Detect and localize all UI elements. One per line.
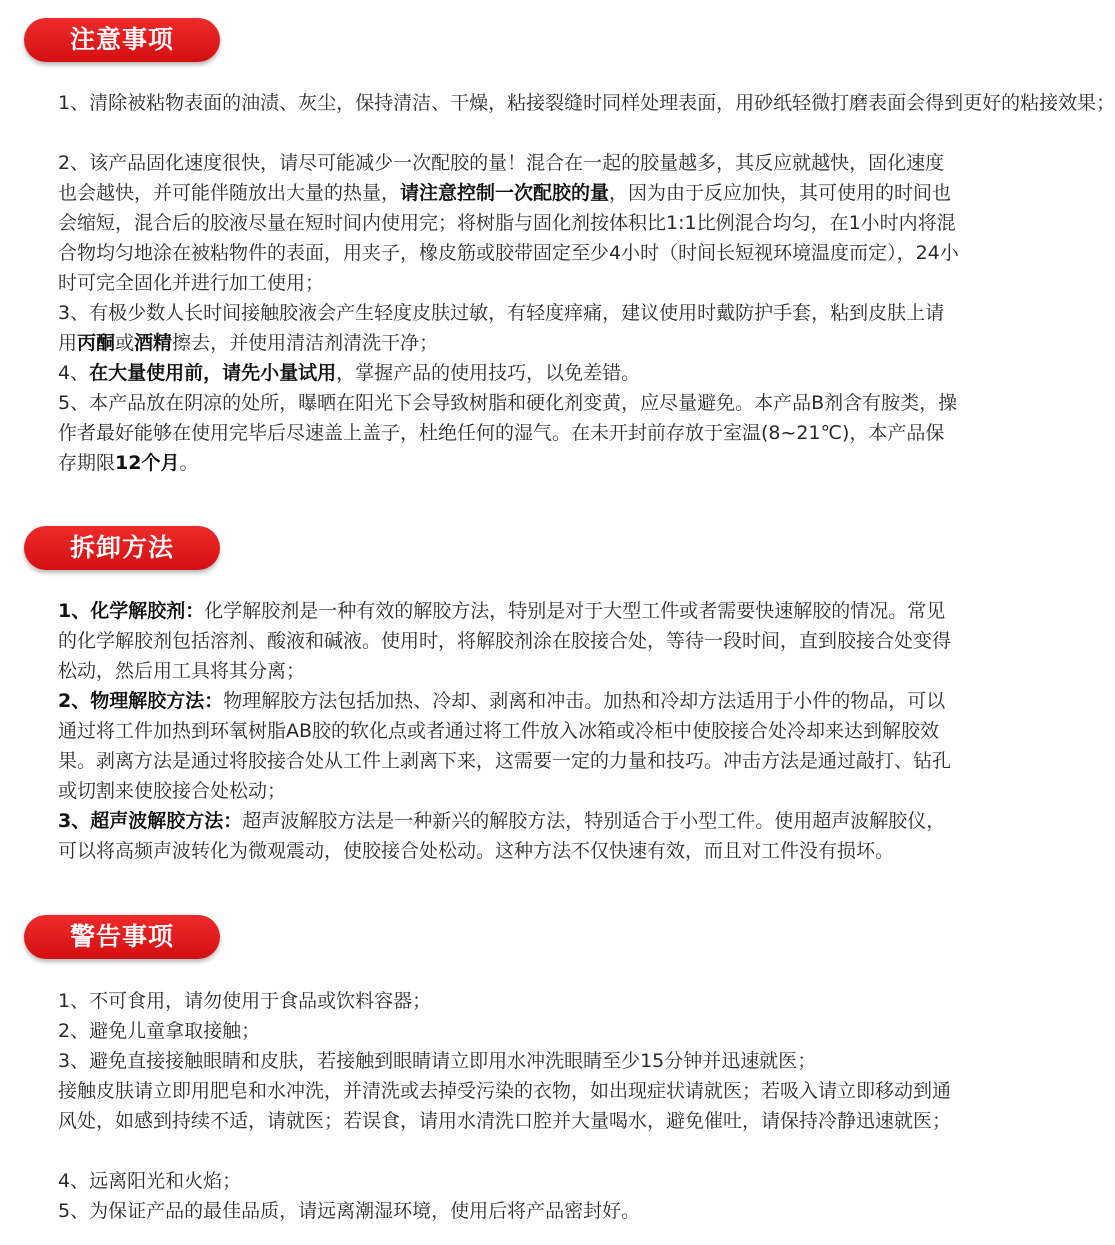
text-run: ，因为由于反应加快，其可使用的时间也会缩短，混合后的胶液尽量在短时间内使用完；将树脂与固化剂按体积比1:1比例混合均匀，在1小时内将混合物均匀地涂在被粘物件的表面，用夹子，橡皮筋或胶带固定至少4小时（时间长短视环境温度而定），24小时可完全固化并进行加工使用； [58,182,959,294]
text-run: 物理解胶方法包括加热、冷却、剥离和冲击。加热和冷却方法适用于小件的物品，可以通过将工件加热到环氧树脂AB胶的软化点或者通过将工件放入冰箱或冷柜中使胶接合处冷却来达到解胶效果。剥离方法是通过将胶接合处从工件上剥离下来，这需要一定的力量和技巧。冲击方法是通过敲打、钻孔或切割来使胶接合处松动； [58,690,952,802]
warning-item-4 [58,1166,962,1196]
text-run: 超声波解胶方法是一种新兴的解胶方法，特别适合于小型工件。使用超声波解胶仪，可以将高频声波转化为微观震动，使胶接合处松动。这种方法不仅快速有效，而且对工件没有损坏。 [58,810,946,862]
section-title-warning: 警告事项 [24,915,220,959]
notice-item-3 [58,298,962,358]
text-run-bold: 酒精 [134,332,173,354]
text-line [58,88,1115,118]
text-run: 2、该产品固化速度很快，请尽可能减少一次配胶的量！混合在一起的胶量越多，其反应就越快，固化速度也会越快，并可能伴随放出大量的热量， [58,152,945,204]
text-run-bold: 在大量使用前，请先小量试用 [89,362,337,384]
text-run-bold: 12个月 [115,452,180,474]
text-run: 擦去，并使用清洁剂清洗干净； [172,332,439,354]
removal-item-2 [58,686,962,806]
removal-item-1 [58,596,962,686]
text-run: 1、清除被粘物表面的油渍、灰尘，保持清洁、干燥，粘接裂缝时同样处理表面，用砂纸轻微打磨表面会得到更好的粘接效果； [58,92,1115,114]
text-run-bold: 2、物理解胶方法： [58,690,224,712]
removal-item-3 [58,806,962,866]
text-run: 3、有极少数人长时间接触胶液会产生轻度皮肤过敏，有轻度痒痛，建议使用时戴防护手套，粘到皮肤上请用 [58,302,945,354]
text-run: 4、远离阳光和火焰； [58,1170,242,1192]
text-run: 5、为保证产品的最佳品质，请远离潮湿环境，使用后将产品密封好。 [58,1200,641,1222]
text-run: 2、避免儿童拿取接触； [58,1020,261,1042]
text-run: ，掌握产品的使用技巧，以免差错。 [336,362,641,384]
warning-item-3 [58,1046,962,1076]
notice-item-5 [58,388,962,478]
text-run: 化学解胶剂是一种有效的解胶方法，特别是对于大型工件或者需要快速解胶的情况。常见的化学解胶剂包括溶剂、酸液和碱液。使用时，将解胶剂涂在胶接合处，等待一段时间，直到胶接合处变得松动，然后用工具将其分离； [58,600,952,682]
text-run: 接触皮肤请立即用肥皂和水冲洗，并清洗或去掉受污染的衣物，如出现症状请就医；若吸入请立即移动到通风处，如感到持续不适，请就医；若误食，请用水清洗口腔并大量喝水，避免催吐，请保持冷静迅速就医； [58,1080,952,1132]
notice-item-2 [58,148,962,298]
text-run: 3、避免直接接触眼睛和皮肤，若接触到眼睛请立即用水冲洗眼睛至少15分钟并迅速就医； [58,1050,817,1072]
text-run: 或 [115,332,135,354]
text-run-bold: 1、化学解胶剂： [58,600,205,622]
text-run: 4、 [58,362,90,384]
warning-item-1 [58,986,962,1016]
notice-item-1 [58,88,1115,118]
text-run: 5、本产品放在阴凉的处所，曝晒在阳光下会导致树脂和硬化剂变黄，应尽量避免。本产品B剂含有胺类，操作者最好能够在使用完毕后尽速盖上盖子，杜绝任何的湿气。在未开封前存放于室温(8~21℃)，本产品保存期限 [58,392,958,474]
text-run-bold: 3、超声波解胶方法： [58,810,243,832]
warning-item-3-continued [58,1076,962,1136]
warning-item-2 [58,1016,962,1046]
warning-item-5 [58,1196,962,1226]
text-run-bold: 请注意控制一次配胶的量 [400,182,610,204]
section-title-notice: 注意事项 [24,18,220,62]
text-run: 。 [179,452,199,474]
text-run-bold: 丙酮 [77,332,116,354]
section-title-removal: 拆卸方法 [24,526,220,570]
notice-item-4 [58,358,962,388]
text-run: 1、不可食用，请勿使用于食品或饮料容器； [58,990,432,1012]
